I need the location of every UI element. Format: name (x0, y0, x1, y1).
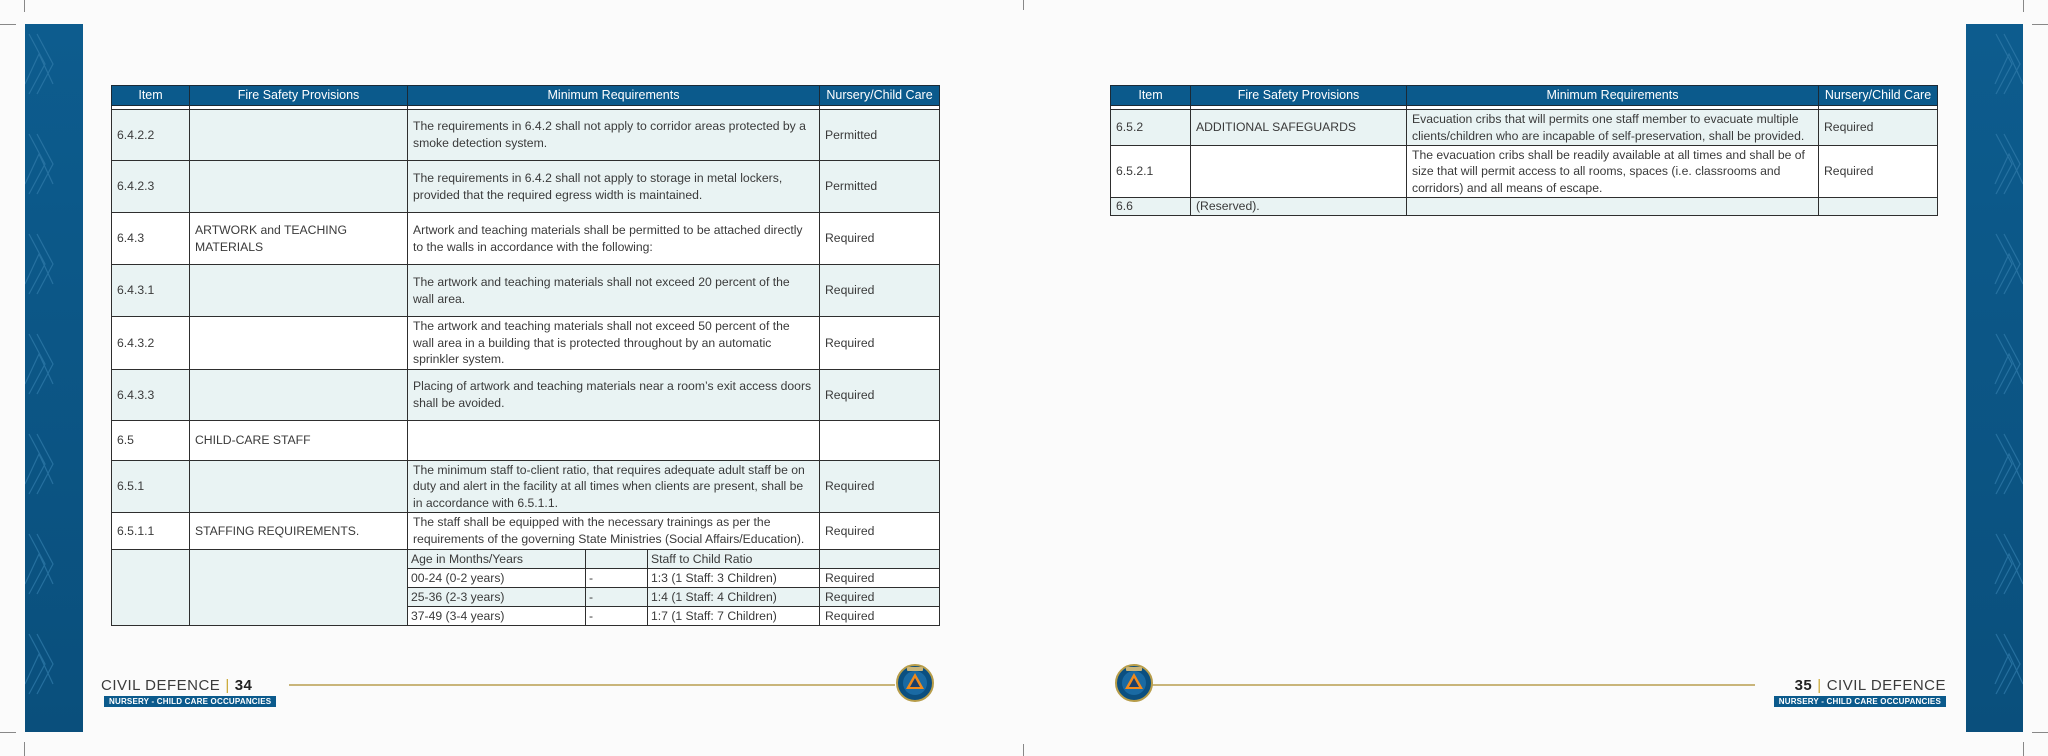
status-cell: Required (1819, 110, 1938, 146)
dash-cell: - (586, 607, 648, 625)
item-cell: 6.5.2.1 (1111, 146, 1191, 198)
requirement-cell: The staff shall be equipped with the necessary trainings as per the requirements of the governing State Ministries (Social Affairs/Education). (408, 513, 820, 550)
provision-cell (190, 110, 408, 161)
status-cell: Required (820, 588, 940, 607)
left-footer (101, 670, 301, 710)
footer-brand-text: CIVIL DEFENCE (101, 677, 221, 694)
dash-cell: - (586, 588, 648, 606)
crop-mark (0, 732, 16, 733)
ratio-value: 1:3 (1 Staff: 3 Children) (651, 571, 777, 585)
table-row (112, 110, 940, 161)
crop-mark (2032, 732, 2048, 733)
crop-mark (1023, 0, 1024, 10)
requirement-cell: The evacuation cribs shall be readily available at all times and shall be of size that will permit access to all rooms, spaces (i.e. classrooms and corridors) and all means of escape. (1407, 146, 1819, 198)
status-cell (1819, 198, 1938, 216)
page-number: 35 (1794, 677, 1813, 694)
table-header-row (112, 86, 940, 106)
footer-brand: 35 | CIVIL DEFENCE (1794, 677, 1946, 694)
provision-cell: CHILD-CARE STAFF (190, 421, 408, 461)
status-cell (820, 550, 940, 569)
civil-defence-emblem-icon (895, 663, 935, 703)
status-cell: Required (820, 569, 940, 588)
status-cell: Required (820, 317, 940, 370)
provision-cell (190, 161, 408, 213)
provision-cell (190, 317, 408, 370)
header-item: Item (1111, 86, 1191, 106)
table-header-row (1111, 86, 1938, 106)
table-row (112, 317, 940, 370)
item-cell: 6.5.1 (112, 461, 190, 513)
table-row (112, 161, 940, 213)
dash-cell: - (586, 569, 648, 587)
header-status: Nursery/Child Care (820, 86, 940, 106)
header-requirement: Minimum Requirements (408, 86, 820, 106)
status-cell: Required (820, 607, 940, 626)
status-cell: Required (1819, 146, 1938, 198)
ratio-cell (408, 607, 820, 626)
requirement-cell: The requirements in 6.4.2 shall not apply to storage in metal lockers, provided that the required egress width is maintained. (408, 161, 820, 213)
provision-cell: ADDITIONAL SAFEGUARDS (1191, 110, 1407, 146)
provision-cell (190, 370, 408, 421)
age-cell: 25-36 (2-3 years) (408, 588, 586, 606)
page-number: 34 (234, 677, 253, 694)
requirement-cell (408, 421, 820, 461)
provision-cell: (Reserved). (1191, 198, 1407, 216)
item-cell: 6.4.2.3 (112, 161, 190, 213)
provision-cell (190, 265, 408, 317)
table-row (112, 421, 940, 461)
status-cell: Required (820, 513, 940, 550)
left-requirements-table (111, 85, 940, 626)
left-side-band (25, 24, 83, 732)
item-cell: 6.6 (1111, 198, 1191, 216)
crop-mark (0, 24, 16, 25)
header-status: Nursery/Child Care (1819, 86, 1938, 106)
requirement-cell: The artwork and teaching materials shall not exceed 20 percent of the wall area. (408, 265, 820, 317)
footer-rule (289, 684, 895, 686)
table-row (1111, 198, 1938, 216)
table-row (112, 265, 940, 317)
age-cell: 37-49 (3-4 years) (408, 607, 586, 625)
civil-defence-emblem-icon (1114, 663, 1154, 703)
table-row (1111, 110, 1938, 146)
right-requirements-table (1110, 85, 1938, 216)
crop-mark (2032, 24, 2048, 25)
ratio-header-row (112, 550, 940, 569)
item-cell: 6.5.1.1 (112, 513, 190, 550)
crop-mark (24, 0, 25, 12)
status-cell: Required (820, 213, 940, 265)
status-cell: Required (820, 461, 940, 513)
right-footer (1780, 670, 1946, 710)
header-provision: Fire Safety Provisions (1191, 86, 1407, 106)
provision-cell (1191, 146, 1407, 198)
table-row (112, 370, 940, 421)
crop-mark (2023, 742, 2024, 756)
chevron-pattern-icon (25, 24, 83, 732)
item-cell: 6.5.2 (1111, 110, 1191, 146)
status-cell: Required (820, 370, 940, 421)
item-cell: 6.4.3.3 (112, 370, 190, 421)
status-cell: Required (820, 265, 940, 317)
footer-tag: NURSERY - CHILD CARE OCCUPANCIES (104, 696, 276, 707)
table-row (112, 213, 940, 265)
dash-header (586, 550, 648, 568)
table-row (112, 513, 940, 550)
item-cell: 6.4.3 (112, 213, 190, 265)
ratio-cell (408, 569, 820, 588)
crop-mark (1023, 744, 1024, 756)
requirement-cell: The artwork and teaching materials shall not exceed 50 percent of the wall area in a building that is protected throughout by an automatic sprinkler system. (408, 317, 820, 370)
provision-cell: STAFFING REQUIREMENTS. (190, 513, 408, 550)
ratio-header-cell (408, 550, 820, 569)
requirement-cell: Evacuation cribs that will permits one staff member to evacuate multiple clients/children who are incapable of self-preservation, shall be provided. (1407, 110, 1819, 146)
header-requirement: Minimum Requirements (1407, 86, 1819, 106)
requirement-cell: The minimum staff to-client ratio, that requires adequate adult staff be on duty and alert in the facility at all times when clients are present, shall be in accordance with 6.5.1.1. (408, 461, 820, 513)
status-cell (820, 421, 940, 461)
chevron-pattern-icon (1966, 24, 2023, 732)
item-cell (112, 550, 190, 626)
status-cell: Permitted (820, 161, 940, 213)
age-header: Age in Months/Years (408, 550, 586, 568)
requirement-cell: Artwork and teaching materials shall be permitted to be attached directly to the walls in accordance with the following: (408, 213, 820, 265)
provision-cell (190, 550, 408, 626)
provision-cell (190, 461, 408, 513)
age-cell: 00-24 (0-2 years) (408, 569, 586, 587)
table-row (1111, 146, 1938, 198)
header-provision: Fire Safety Provisions (190, 86, 408, 106)
ratio-header: Staff to Child Ratio (651, 552, 753, 566)
footer-rule (1150, 684, 1755, 686)
footer-brand: CIVIL DEFENCE | 34 (101, 677, 253, 694)
item-cell: 6.4.2.2 (112, 110, 190, 161)
item-cell: 6.4.3.1 (112, 265, 190, 317)
requirement-cell: Placing of artwork and teaching materials near a room’s exit access doors shall be avoided. (408, 370, 820, 421)
status-cell: Permitted (820, 110, 940, 161)
ratio-value: 1:7 (1 Staff: 7 Children) (651, 609, 777, 623)
item-cell: 6.5 (112, 421, 190, 461)
footer-brand-text: CIVIL DEFENCE (1826, 677, 1946, 694)
footer-tag: NURSERY - CHILD CARE OCCUPANCIES (1774, 696, 1946, 707)
crop-mark (24, 742, 25, 756)
item-cell: 6.4.3.2 (112, 317, 190, 370)
provision-cell: ARTWORK and TEACHING MATERIALS (190, 213, 408, 265)
crop-mark (2023, 0, 2024, 12)
requirement-cell: The requirements in 6.4.2 shall not apply to corridor areas protected by a smoke detection system. (408, 110, 820, 161)
ratio-value: 1:4 (1 Staff: 4 Children) (651, 590, 777, 604)
ratio-cell (408, 588, 820, 607)
header-item: Item (112, 86, 190, 106)
requirement-cell (1407, 198, 1819, 216)
table-row (112, 461, 940, 513)
right-side-band (1966, 24, 2023, 732)
